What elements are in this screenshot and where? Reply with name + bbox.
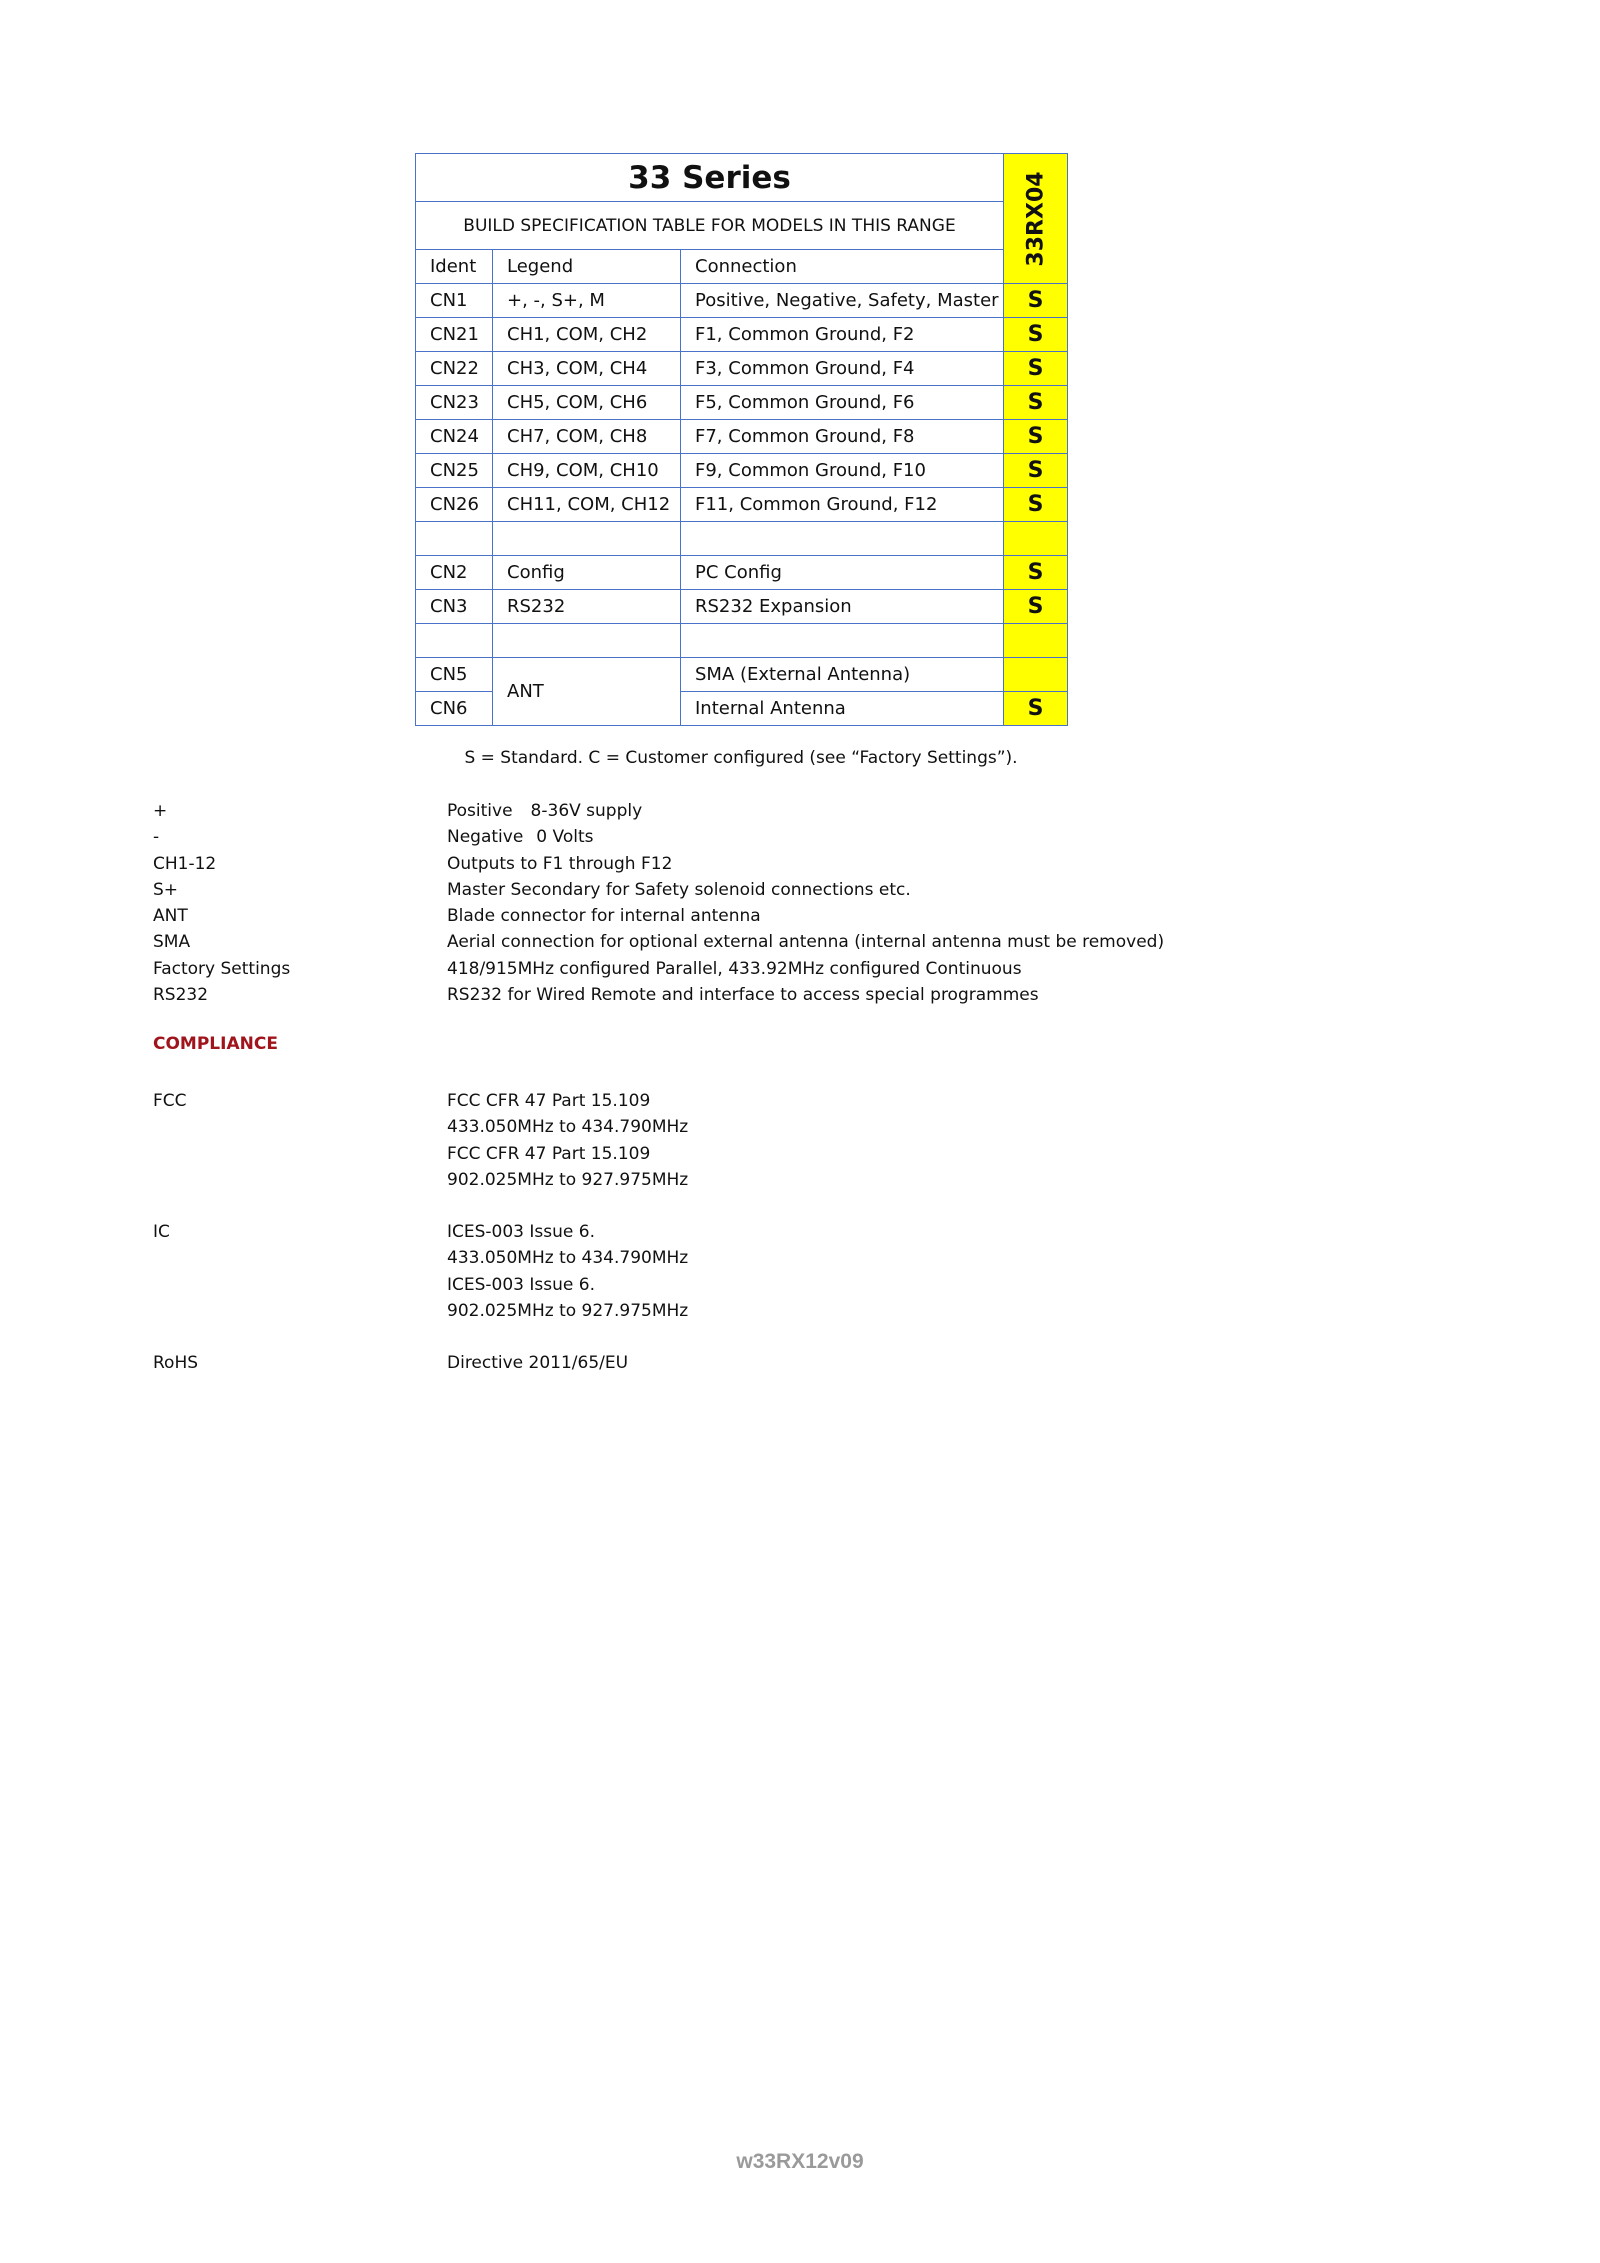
definition-item	[153, 851, 1164, 877]
ident-cell: CN25	[416, 454, 493, 488]
model-value-cell: S	[1004, 556, 1068, 590]
model-value-cell: S	[1004, 454, 1068, 488]
connection-cell: F5, Common Ground, F6	[681, 386, 1004, 420]
table-row	[416, 658, 1068, 692]
model-value-cell: S	[1004, 386, 1068, 420]
table-subtitle-row	[416, 202, 1068, 250]
model-header	[1004, 154, 1068, 284]
definition-item	[153, 956, 1164, 982]
connection-cell: F9, Common Ground, F10	[681, 454, 1004, 488]
definition-item	[153, 982, 1164, 1008]
blank-cell	[416, 522, 493, 556]
connection-cell: F11, Common Ground, F12	[681, 488, 1004, 522]
connection-cell: RS232 Expansion	[681, 590, 1004, 624]
definition-desc-value: 8-36V supply	[530, 801, 643, 821]
definition-desc: 418/915MHz configured Parallel, 433.92MHz configured Continuous	[447, 958, 1022, 979]
compliance-term: RoHS	[153, 1353, 199, 1373]
definition-item	[153, 877, 1164, 903]
ident-cell: CN21	[416, 318, 493, 352]
blank-model-cell	[1004, 624, 1068, 658]
table-footnote: S = Standard. C = Customer configured (see “Factory Settings”).	[464, 748, 1018, 768]
connection-cell: Internal Antenna	[681, 692, 1004, 726]
compliance-item-ic	[153, 1219, 688, 1324]
model-value-cell: S	[1004, 420, 1068, 454]
definition-term: Factory Settings	[153, 958, 291, 979]
definition-desc-value: 0 Volts	[536, 827, 594, 848]
definition-desc: Outputs to F1 through F12	[447, 853, 673, 874]
connection-cell: SMA (External Antenna)	[681, 658, 1004, 692]
compliance-line: Directive 2011/65/EU	[447, 1353, 629, 1373]
compliance-lines	[447, 1219, 688, 1324]
table-row	[416, 488, 1068, 522]
definition-desc-label: Negative	[447, 827, 524, 848]
legend-cell: CH3, COM, CH4	[493, 352, 681, 386]
definition-term: RS232	[153, 985, 209, 1006]
definition-desc: Master Secondary for Safety solenoid connections etc.	[447, 879, 911, 900]
blank-cell	[416, 624, 493, 658]
connection-cell: F1, Common Ground, F2	[681, 318, 1004, 352]
table-header-row	[416, 250, 1068, 284]
model-value-cell: S	[1004, 590, 1068, 624]
definition-desc: Blade connector for internal antenna	[447, 906, 761, 927]
ident-cell: CN23	[416, 386, 493, 420]
column-header-legend: Legend	[493, 250, 681, 284]
model-value-cell: S	[1004, 318, 1068, 352]
ident-cell: CN3	[416, 590, 493, 624]
model-name: 33RX04	[1023, 170, 1048, 267]
column-header-ident: Ident	[416, 250, 493, 284]
ident-cell: CN22	[416, 352, 493, 386]
table-row	[416, 420, 1068, 454]
table-row	[416, 352, 1068, 386]
connection-cell: F7, Common Ground, F8	[681, 420, 1004, 454]
compliance-term: FCC	[153, 1091, 187, 1111]
legend-cell: +, -, S+, M	[493, 284, 681, 318]
table-subtitle: BUILD SPECIFICATION TABLE FOR MODELS IN THIS RANGE	[416, 202, 1004, 250]
compliance-line: 433.050MHz to 434.790MHz	[447, 1117, 689, 1138]
model-value-cell: S	[1004, 284, 1068, 318]
blank-cell	[493, 522, 681, 556]
definition-term: S+	[153, 879, 179, 900]
compliance-line: 902.025MHz to 927.975MHz	[447, 1300, 689, 1321]
table-title: 33 Series	[416, 154, 1004, 202]
legend-cell: CH5, COM, CH6	[493, 386, 681, 420]
blank-cell	[681, 624, 1004, 658]
compliance-item-fcc	[153, 1088, 688, 1193]
definition-term: +	[153, 801, 168, 821]
ident-cell: CN24	[416, 420, 493, 454]
compliance-line: ICES-003 Issue 6.	[447, 1222, 595, 1242]
table-row	[416, 318, 1068, 352]
table-title-row	[416, 154, 1068, 202]
compliance-term: IC	[153, 1222, 170, 1242]
legend-cell: ANT	[493, 658, 681, 726]
blank-row	[416, 624, 1068, 658]
compliance-item-rohs	[153, 1350, 628, 1376]
blank-row	[416, 522, 1068, 556]
compliance-line: FCC CFR 47 Part 15.109	[447, 1143, 651, 1164]
table-row	[416, 590, 1068, 624]
compliance-heading: COMPLIANCE	[153, 1034, 278, 1054]
legend-cell: CH1, COM, CH2	[493, 318, 681, 352]
definition-item	[153, 824, 1164, 850]
ident-cell: CN5	[416, 658, 493, 692]
model-value-cell: S	[1004, 352, 1068, 386]
compliance-lines	[447, 1088, 688, 1193]
table-row	[416, 556, 1068, 590]
column-header-connection: Connection	[681, 250, 1004, 284]
definition-term: -	[153, 827, 160, 848]
document-code-footer: w33RX12v09	[736, 2150, 864, 2173]
compliance-line: 902.025MHz to 927.975MHz	[447, 1169, 689, 1190]
definition-desc: Aerial connection for optional external antenna (internal antenna must be removed)	[447, 932, 1165, 953]
ident-cell: CN6	[416, 692, 493, 726]
table-row	[416, 284, 1068, 318]
definition-item	[153, 929, 1164, 955]
table-row	[416, 386, 1068, 420]
definition-item	[153, 798, 1164, 824]
blank-cell	[493, 624, 681, 658]
model-value-cell	[1004, 658, 1068, 692]
definition-desc	[447, 798, 642, 824]
table-row	[416, 454, 1068, 488]
legend-cell: CH9, COM, CH10	[493, 454, 681, 488]
compliance-line: 433.050MHz to 434.790MHz	[447, 1248, 689, 1269]
definitions-list	[153, 798, 1164, 1008]
legend-cell: CH7, COM, CH8	[493, 420, 681, 454]
legend-cell: Config	[493, 556, 681, 590]
connection-cell: F3, Common Ground, F4	[681, 352, 1004, 386]
definition-item	[153, 903, 1164, 929]
compliance-line: ICES-003 Issue 6.	[447, 1274, 595, 1295]
blank-cell	[681, 522, 1004, 556]
connection-cell: PC Config	[681, 556, 1004, 590]
ident-cell: CN26	[416, 488, 493, 522]
ident-cell: CN2	[416, 556, 493, 590]
definition-term: ANT	[153, 906, 188, 927]
definition-desc	[447, 824, 593, 850]
blank-model-cell	[1004, 522, 1068, 556]
connection-cell: Positive, Negative, Safety, Master	[681, 284, 1004, 318]
build-spec-table	[415, 153, 1068, 726]
model-value-cell: S	[1004, 692, 1068, 726]
ident-cell: CN1	[416, 284, 493, 318]
compliance-line: FCC CFR 47 Part 15.109	[447, 1091, 651, 1111]
definition-desc: RS232 for Wired Remote and interface to access special programmes	[447, 985, 1039, 1006]
legend-cell: CH11, COM, CH12	[493, 488, 681, 522]
model-value-cell: S	[1004, 488, 1068, 522]
compliance-lines	[447, 1350, 628, 1376]
definition-desc-label: Positive	[447, 801, 513, 821]
definition-term: CH1-12	[153, 853, 217, 874]
legend-cell: RS232	[493, 590, 681, 624]
definition-term: SMA	[153, 932, 191, 953]
